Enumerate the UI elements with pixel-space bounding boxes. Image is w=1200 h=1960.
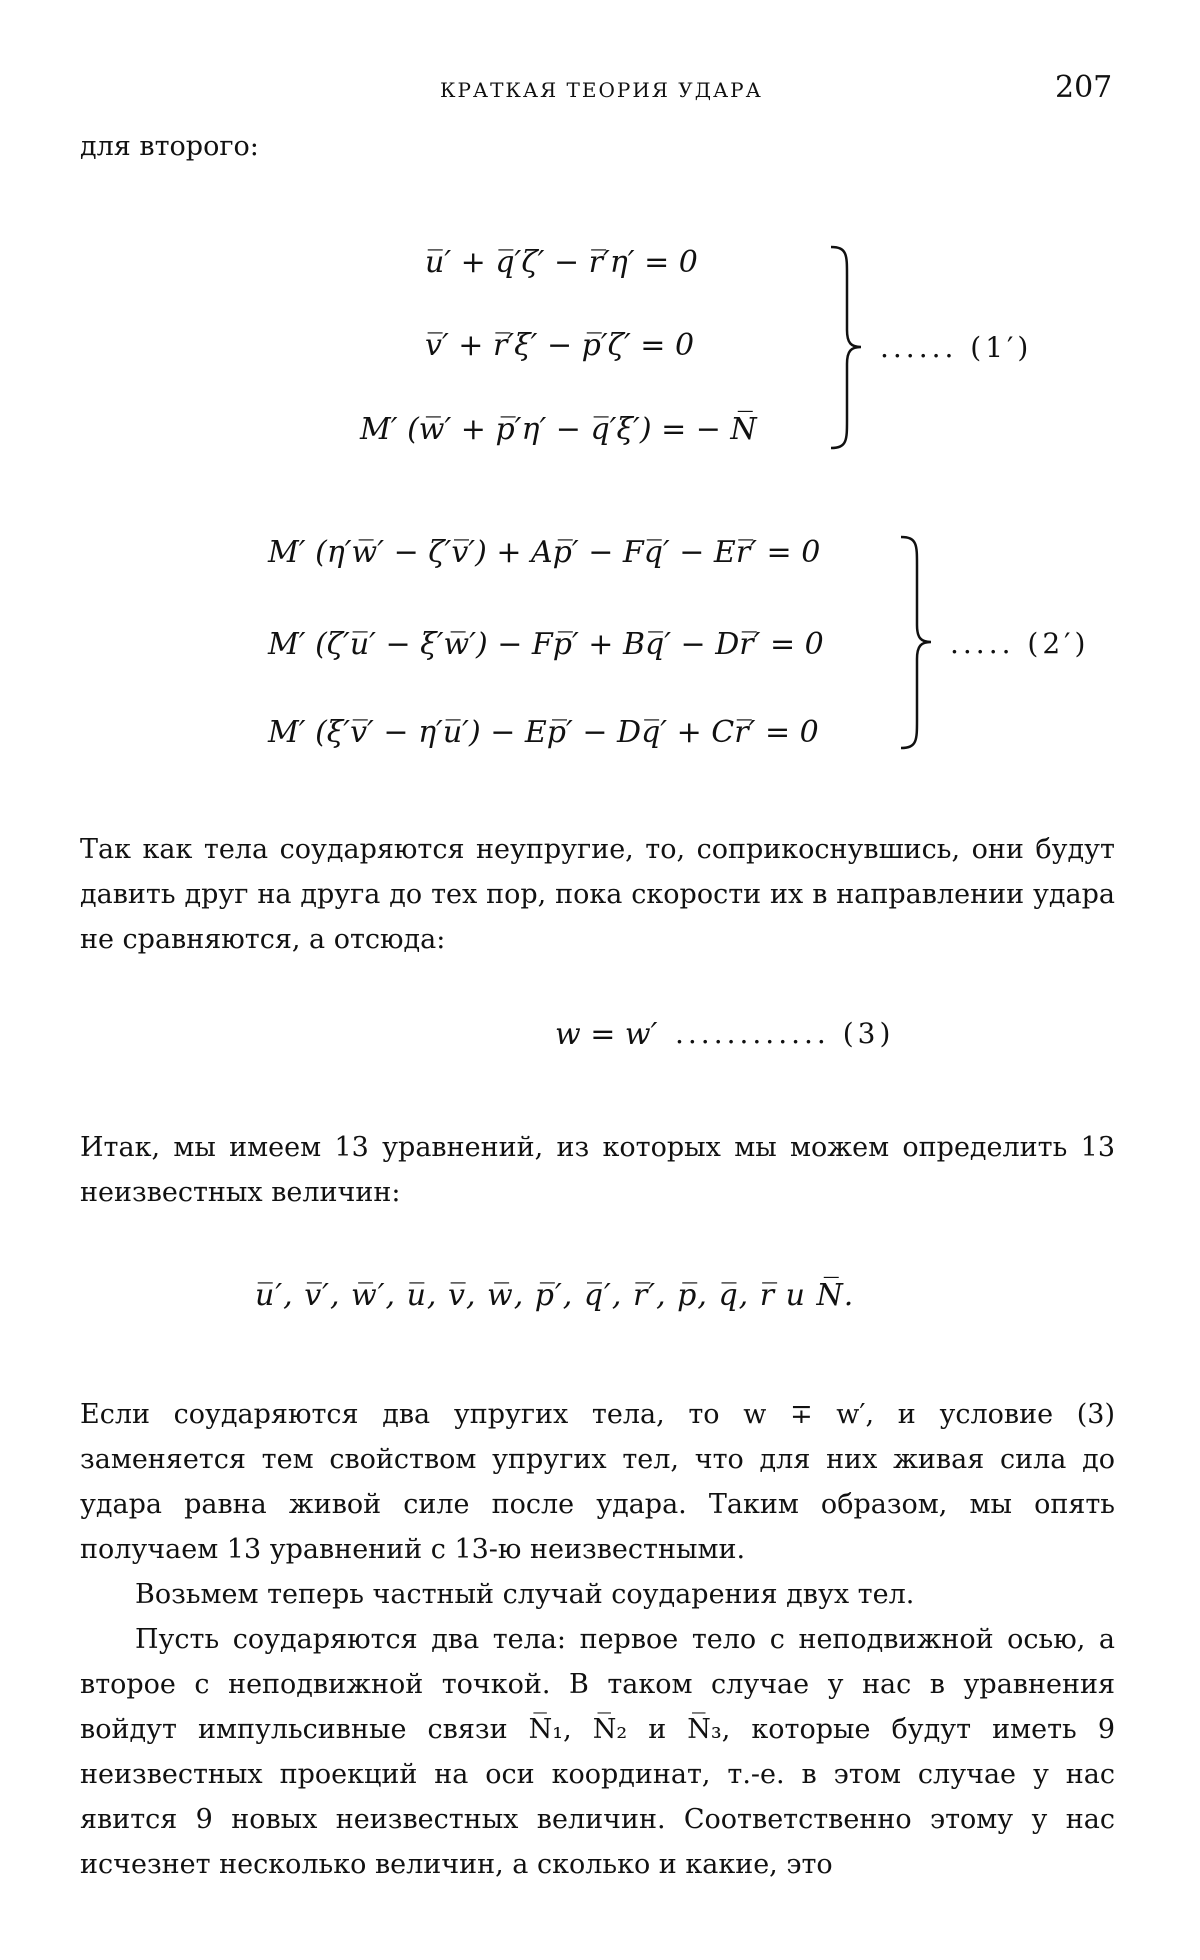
- equation-3: w = w′: [555, 1017, 658, 1052]
- equation-1-2: v̅′ + r̅′ξ′ − p̅′ζ′ = 0: [425, 328, 695, 363]
- right-brace-icon: [895, 535, 945, 750]
- page-number: 207: [1055, 70, 1113, 105]
- paragraph-elastic: Если соударяются два упругих тела, то w ∓ w′, и условие (3) заменяется тем свойством упругих тел, что для них живая сила до удара равна живой силе после удара. Таким образом, мы опять получаем 13 уравнений с 13-ю неизвестными.: [80, 1399, 1115, 1565]
- equation-1-3: M′ (w̅′ + p̅′η′ − q̅′ξ′) = − N̅: [360, 412, 757, 447]
- unknowns-list: u̅′, v̅′, w̅′, u̅, v̅, w̅, p̅′, q̅′, r̅′, p̅, q̅, r̅ и N̅.: [255, 1278, 855, 1313]
- equation-label-1: ...... (1′): [880, 331, 1033, 364]
- brace-group-1: [825, 245, 875, 454]
- intro-line: для второго:: [80, 131, 259, 162]
- paragraph-thirteen-equations: Итак, мы имеем 13 уравнений, из которых мы можем определить 13 неизвестных величин:: [80, 1132, 1115, 1208]
- equation-label-2: ..... (2′): [950, 627, 1090, 660]
- right-brace-icon: [825, 245, 875, 450]
- paragraph-special-case: Возьмем теперь частный случай соударения двух тел.: [135, 1579, 915, 1610]
- equation-label-3: ............ (3): [675, 1017, 895, 1050]
- running-title: КРАТКАЯ ТЕОРИЯ УДАРА: [440, 78, 763, 102]
- equation-1-1: u̅′ + q̅′ζ′ − r̅′η′ = 0: [425, 245, 698, 280]
- equation-2-1: M′ (η′w̅′ − ζ′v̅′) + Ap̅′ − Fq̅′ − Er̅′ = 0: [268, 535, 821, 570]
- paragraph-fixed-axis: Пусть соударяются два тела: первое тело с неподвижной осью, а второе с неподвижной точкой. В таком случае у нас в уравнения войдут импульсивные связи N̅₁, N̅₂ и N̅₃, которые будут иметь 9 неизвестных проекций на оси координат, т.-е. в этом случае у нас явится 9 новых неизвестных величин. Соответственно этому у нас исчезнет несколько величин, а сколько и какие, это: [80, 1624, 1115, 1880]
- brace-group-2: [895, 535, 945, 754]
- paragraph-inelastic: Так как тела соударяются неупругие, то, соприкоснувшись, они будут давить друг на друга до тех пор, пока скорости их в направлении удара не сравняются, а отсюда:: [80, 834, 1115, 955]
- equation-2-2: M′ (ζ′u̅′ − ξ′w̅′) − Fp̅′ + Bq̅′ − Dr̅′ = 0: [268, 627, 824, 662]
- equation-2-3: M′ (ξ′v̅′ − η′u̅′) − Ep̅′ − Dq̅′ + Cr̅′ = 0: [268, 715, 819, 750]
